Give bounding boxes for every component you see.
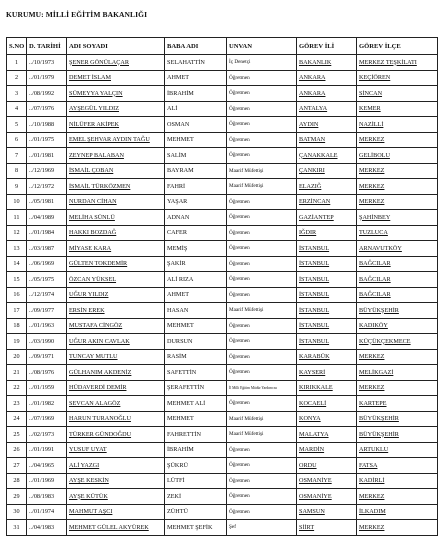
- cell-district: MERKEZ TEŞKİLATI: [357, 55, 438, 71]
- table-row: [7, 303, 438, 319]
- table-row: [7, 349, 438, 365]
- cell-title: Öğretmen: [227, 287, 297, 303]
- cell-sno: 2: [7, 70, 27, 86]
- cell-district: KÜÇÜKÇEKMECE: [357, 334, 438, 350]
- cell-province: ANTALYA: [297, 101, 357, 117]
- table-row: [7, 504, 438, 520]
- cell-title: Öğretmen: [227, 489, 297, 505]
- cell-name: YUSUF UYAT: [67, 442, 165, 458]
- cell-sno: 29: [7, 489, 27, 505]
- cell-date: ../01/1984: [27, 225, 67, 241]
- header-name: ADI SOYADI: [67, 38, 165, 55]
- cell-sno: 13: [7, 241, 27, 257]
- cell-sno: 26: [7, 442, 27, 458]
- table-row: [7, 117, 438, 133]
- cell-name: AYŞE KESKİN: [67, 473, 165, 489]
- cell-sno: 10: [7, 194, 27, 210]
- cell-father: AHMET: [165, 287, 227, 303]
- cell-province: İSTANBUL: [297, 241, 357, 257]
- cell-name: EMEL ŞEHVAR AYDIN TAĞU: [67, 132, 165, 148]
- cell-date: ../01/1969: [27, 473, 67, 489]
- cell-father: ALİ: [165, 101, 227, 117]
- cell-father: FAHRİ: [165, 179, 227, 195]
- cell-father: RASİM: [165, 349, 227, 365]
- cell-date: ../03/1990: [27, 334, 67, 350]
- cell-father: MEHMET ŞEFİK: [165, 520, 227, 536]
- cell-title: Öğretmen: [227, 194, 297, 210]
- cell-date: ../05/1975: [27, 272, 67, 288]
- cell-district: KARTEPE: [357, 396, 438, 412]
- cell-title: Öğretmen: [227, 86, 297, 102]
- cell-father: AHMET: [165, 70, 227, 86]
- cell-sno: 18: [7, 318, 27, 334]
- cell-sno: 20: [7, 349, 27, 365]
- table-row: [7, 427, 438, 443]
- cell-province: İSTANBUL: [297, 256, 357, 272]
- cell-date: ../01/1963: [27, 318, 67, 334]
- cell-father: MEMİŞ: [165, 241, 227, 257]
- cell-name: MİYASE KARA: [67, 241, 165, 257]
- cell-name: HAKKI BOZDAĞ: [67, 225, 165, 241]
- cell-sno: 25: [7, 427, 27, 443]
- cell-title: Öğretmen: [227, 148, 297, 164]
- cell-father: CAFER: [165, 225, 227, 241]
- cell-district: ARTUKLU: [357, 442, 438, 458]
- cell-province: ANKARA: [297, 86, 357, 102]
- cell-district: BAĞCILAR: [357, 272, 438, 288]
- table-row: [7, 148, 438, 164]
- cell-title: Öğretmen: [227, 70, 297, 86]
- cell-title: İl Milli Eğitim Müdür Yardımcısı: [227, 380, 297, 396]
- cell-name: AYŞEGÜL YILDIZ: [67, 101, 165, 117]
- cell-province: ÇANAKKALE: [297, 148, 357, 164]
- cell-province: BATMAN: [297, 132, 357, 148]
- cell-district: KADİRLİ: [357, 473, 438, 489]
- cell-name: SÜMEYYA YALÇIN: [67, 86, 165, 102]
- cell-name: MELİHA SÜNLÜ: [67, 210, 165, 226]
- cell-title: Öğretmen: [227, 334, 297, 350]
- cell-district: MERKEZ: [357, 132, 438, 148]
- cell-sno: 8: [7, 163, 27, 179]
- cell-date: ../01/1981: [27, 148, 67, 164]
- cell-name: SEVCAN ALAGÖZ: [67, 396, 165, 412]
- cell-father: OSMAN: [165, 117, 227, 133]
- table-row: [7, 458, 438, 474]
- cell-province: İSTANBUL: [297, 272, 357, 288]
- cell-province: ÇANKIRI: [297, 163, 357, 179]
- cell-province: İSTANBUL: [297, 334, 357, 350]
- table-row: [7, 334, 438, 350]
- cell-date: ../01/1974: [27, 504, 67, 520]
- cell-sno: 12: [7, 225, 27, 241]
- cell-sno: 23: [7, 396, 27, 412]
- cell-sno: 5: [7, 117, 27, 133]
- cell-district: BAĞCILAR: [357, 287, 438, 303]
- cell-name: TÜRKER GÜNDOĞDU: [67, 427, 165, 443]
- table-row: [7, 473, 438, 489]
- cell-district: BAĞCILAR: [357, 256, 438, 272]
- cell-title: Öğretmen: [227, 132, 297, 148]
- cell-date: ../01/1991: [27, 442, 67, 458]
- cell-father: ŞERAFETTİN: [165, 380, 227, 396]
- cell-district: GELİBOLU: [357, 148, 438, 164]
- header-row: [7, 38, 438, 55]
- cell-name: ŞENER GÖNÜLAÇAR: [67, 55, 165, 71]
- cell-title: Öğretmen: [227, 473, 297, 489]
- table-row: [7, 365, 438, 381]
- cell-date: ../12/1974: [27, 287, 67, 303]
- cell-sno: 15: [7, 272, 27, 288]
- cell-title: Şef: [227, 520, 297, 536]
- header-district: GÖREV İLÇE: [357, 38, 438, 55]
- table-row: [7, 318, 438, 334]
- cell-sno: 1: [7, 55, 27, 71]
- cell-sno: 16: [7, 287, 27, 303]
- table-row: [7, 179, 438, 195]
- cell-sno: 22: [7, 380, 27, 396]
- cell-title: Maarif Müfettişi: [227, 427, 297, 443]
- cell-date: ../04/1989: [27, 210, 67, 226]
- cell-name: AYŞE KÜTÜK: [67, 489, 165, 505]
- cell-father: FAHRETTİN: [165, 427, 227, 443]
- cell-title: Öğretmen: [227, 210, 297, 226]
- cell-date: ../01/1959: [27, 380, 67, 396]
- cell-province: ERZİNCAN: [297, 194, 357, 210]
- cell-district: TUZLUCA: [357, 225, 438, 241]
- cell-title: Öğretmen: [227, 504, 297, 520]
- cell-date: ../02/1973: [27, 427, 67, 443]
- cell-district: MELİKGAZİ: [357, 365, 438, 381]
- cell-name: ALİ YAZGI: [67, 458, 165, 474]
- cell-district: MERKEZ: [357, 163, 438, 179]
- cell-father: MEHMET ALİ: [165, 396, 227, 412]
- cell-date: ../06/1969: [27, 256, 67, 272]
- table-row: [7, 194, 438, 210]
- cell-sno: 21: [7, 365, 27, 381]
- cell-title: Öğretmen: [227, 365, 297, 381]
- table-row: [7, 380, 438, 396]
- cell-sno: 11: [7, 210, 27, 226]
- cell-date: ../09/1977: [27, 303, 67, 319]
- cell-father: DURSUN: [165, 334, 227, 350]
- cell-date: ../01/1975: [27, 132, 67, 148]
- header-date: D. TARİHİ: [27, 38, 67, 55]
- cell-district: ARNAVUTKÖY: [357, 241, 438, 257]
- cell-sno: 3: [7, 86, 27, 102]
- cell-title: İç Denetçi: [227, 55, 297, 71]
- cell-province: MALATYA: [297, 427, 357, 443]
- cell-date: ../12/1972: [27, 179, 67, 195]
- cell-title: Öğretmen: [227, 349, 297, 365]
- cell-name: ÖZCAN YÜKSEL: [67, 272, 165, 288]
- cell-title: Öğretmen: [227, 101, 297, 117]
- cell-province: KARABÜK: [297, 349, 357, 365]
- cell-name: ERSİN EREK: [67, 303, 165, 319]
- cell-title: Öğretmen: [227, 318, 297, 334]
- table-row: [7, 489, 438, 505]
- cell-title: Öğretmen: [227, 117, 297, 133]
- cell-date: ../12/1969: [27, 163, 67, 179]
- cell-date: ../08/1983: [27, 489, 67, 505]
- table-row: [7, 241, 438, 257]
- cell-date: ../07/1969: [27, 411, 67, 427]
- table-row: [7, 411, 438, 427]
- cell-date: ../08/1992: [27, 86, 67, 102]
- cell-sno: 27: [7, 458, 27, 474]
- cell-father: SALİM: [165, 148, 227, 164]
- table-row: [7, 86, 438, 102]
- cell-district: SİNCAN: [357, 86, 438, 102]
- cell-province: KIRIKKALE: [297, 380, 357, 396]
- table-row: [7, 287, 438, 303]
- cell-date: ../03/1987: [27, 241, 67, 257]
- cell-name: TUNCAY MUTLU: [67, 349, 165, 365]
- cell-district: BÜYÜKŞEHİR: [357, 427, 438, 443]
- cell-district: KEÇİÖREN: [357, 70, 438, 86]
- cell-sno: 4: [7, 101, 27, 117]
- cell-father: İBRAHİM: [165, 86, 227, 102]
- cell-sno: 28: [7, 473, 27, 489]
- cell-name: UĞUR AKIN CAVLAK: [67, 334, 165, 350]
- cell-title: Öğretmen: [227, 225, 297, 241]
- cell-district: FATSA: [357, 458, 438, 474]
- cell-province: OSMANİYE: [297, 473, 357, 489]
- cell-sno: 6: [7, 132, 27, 148]
- cell-name: NİLÜFER AKİPEK: [67, 117, 165, 133]
- cell-title: Öğretmen: [227, 256, 297, 272]
- cell-district: BÜYÜKŞEHİR: [357, 303, 438, 319]
- table-row: [7, 396, 438, 412]
- cell-province: GAZİANTEP: [297, 210, 357, 226]
- cell-date: ../10/1988: [27, 117, 67, 133]
- cell-father: BAYRAM: [165, 163, 227, 179]
- cell-province: KOCAELİ: [297, 396, 357, 412]
- cell-name: İSMAİL TÜRKÖZMEN: [67, 179, 165, 195]
- cell-district: MERKEZ: [357, 520, 438, 536]
- cell-sno: 19: [7, 334, 27, 350]
- table-row: [7, 101, 438, 117]
- cell-title: Maarif Müfettişi: [227, 163, 297, 179]
- cell-district: ŞAHİNBEY: [357, 210, 438, 226]
- cell-date: ../05/1981: [27, 194, 67, 210]
- table-row: [7, 272, 438, 288]
- cell-date: ../09/1971: [27, 349, 67, 365]
- cell-title: Öğretmen: [227, 396, 297, 412]
- cell-name: NURDAN CİHAN: [67, 194, 165, 210]
- cell-date: ../04/1983: [27, 520, 67, 536]
- cell-father: ZEKİ: [165, 489, 227, 505]
- cell-province: ELAZIĞ: [297, 179, 357, 195]
- cell-sno: 24: [7, 411, 27, 427]
- cell-date: ../08/1976: [27, 365, 67, 381]
- table-row: [7, 520, 438, 536]
- cell-title: Öğretmen: [227, 272, 297, 288]
- cell-father: MEHMET: [165, 318, 227, 334]
- cell-sno: 17: [7, 303, 27, 319]
- cell-date: ../01/1982: [27, 396, 67, 412]
- cell-district: KEMER: [357, 101, 438, 117]
- cell-province: SİİRT: [297, 520, 357, 536]
- cell-province: KONYA: [297, 411, 357, 427]
- cell-name: MUSTAFA CİNGÖZ: [67, 318, 165, 334]
- cell-father: ALİ RIZA: [165, 272, 227, 288]
- cell-father: ZÜHTÜ: [165, 504, 227, 520]
- cell-district: MERKEZ: [357, 179, 438, 195]
- cell-date: ../10/1973: [27, 55, 67, 71]
- cell-title: Maarif Müfettişi: [227, 303, 297, 319]
- cell-district: MERKEZ: [357, 349, 438, 365]
- cell-province: IĞDIR: [297, 225, 357, 241]
- cell-province: ORDU: [297, 458, 357, 474]
- cell-father: İBRAHİM: [165, 442, 227, 458]
- cell-name: UĞUR YILDIZ: [67, 287, 165, 303]
- cell-province: AYDIN: [297, 117, 357, 133]
- cell-province: OSMANİYE: [297, 489, 357, 505]
- cell-name: MAHMUT AŞCI: [67, 504, 165, 520]
- cell-father: LÜTFİ: [165, 473, 227, 489]
- cell-father: MEHMET: [165, 411, 227, 427]
- table-row: [7, 256, 438, 272]
- header-title: UNVAN: [227, 38, 297, 55]
- table-row: [7, 163, 438, 179]
- cell-province: BAKANLIK: [297, 55, 357, 71]
- header-sno: S.NO: [7, 38, 27, 55]
- cell-district: NAZİLLİ: [357, 117, 438, 133]
- table-row: [7, 225, 438, 241]
- cell-father: YAŞAR: [165, 194, 227, 210]
- cell-title: Maarif Müfettişi: [227, 179, 297, 195]
- cell-name: ZEYNEP BALABAN: [67, 148, 165, 164]
- cell-name: DEMET İSLAM: [67, 70, 165, 86]
- cell-district: MERKEZ: [357, 380, 438, 396]
- cell-name: GÜLTEN TOKDEMİR: [67, 256, 165, 272]
- cell-title: Öğretmen: [227, 458, 297, 474]
- cell-date: ../01/1979: [27, 70, 67, 86]
- cell-district: MERKEZ: [357, 489, 438, 505]
- cell-sno: 9: [7, 179, 27, 195]
- cell-province: İSTANBUL: [297, 303, 357, 319]
- cell-name: İSMAİL ÇOBAN: [67, 163, 165, 179]
- cell-father: HASAN: [165, 303, 227, 319]
- cell-father: ŞAKİR: [165, 256, 227, 272]
- cell-sno: 31: [7, 520, 27, 536]
- cell-father: SAFETTİN: [165, 365, 227, 381]
- cell-name: HÜDAVERDİ DEMİR: [67, 380, 165, 396]
- cell-title: Öğretmen: [227, 442, 297, 458]
- cell-district: MERKEZ: [357, 194, 438, 210]
- cell-date: ../07/1976: [27, 101, 67, 117]
- cell-province: İSTANBUL: [297, 318, 357, 334]
- cell-province: SAMSUN: [297, 504, 357, 520]
- cell-sno: 14: [7, 256, 27, 272]
- cell-name: MEHMET GÜLEL AKYÜREK: [67, 520, 165, 536]
- cell-province: KAYSERİ: [297, 365, 357, 381]
- header-province: GÖREV İLİ: [297, 38, 357, 55]
- table-row: [7, 70, 438, 86]
- cell-date: ../04/1965: [27, 458, 67, 474]
- table-row: [7, 442, 438, 458]
- cell-sno: 7: [7, 148, 27, 164]
- cell-province: İSTANBUL: [297, 287, 357, 303]
- cell-district: KADIKÖY: [357, 318, 438, 334]
- header-father: BABA ADI: [165, 38, 227, 55]
- institution-title: KURUMU: MİLLİ EĞİTİM BAKANLIĞI: [6, 10, 148, 19]
- cell-province: ANKARA: [297, 70, 357, 86]
- table-row: [7, 210, 438, 226]
- cell-province: MARDİN: [297, 442, 357, 458]
- cell-title: Maarif Müfettişi: [227, 411, 297, 427]
- personnel-table: [6, 37, 438, 536]
- cell-name: HARUN TURANOĞLU: [67, 411, 165, 427]
- cell-father: SELAHATTİN: [165, 55, 227, 71]
- table-row: [7, 55, 438, 71]
- table-row: [7, 132, 438, 148]
- cell-title: Öğretmen: [227, 241, 297, 257]
- cell-district: İLKADIM: [357, 504, 438, 520]
- cell-father: MEHMET: [165, 132, 227, 148]
- cell-name: GÜLHANIM AKDENİZ: [67, 365, 165, 381]
- cell-sno: 30: [7, 504, 27, 520]
- cell-father: ŞÜKRÜ: [165, 458, 227, 474]
- cell-district: BÜYÜKŞEHİR: [357, 411, 438, 427]
- cell-father: ADNAN: [165, 210, 227, 226]
